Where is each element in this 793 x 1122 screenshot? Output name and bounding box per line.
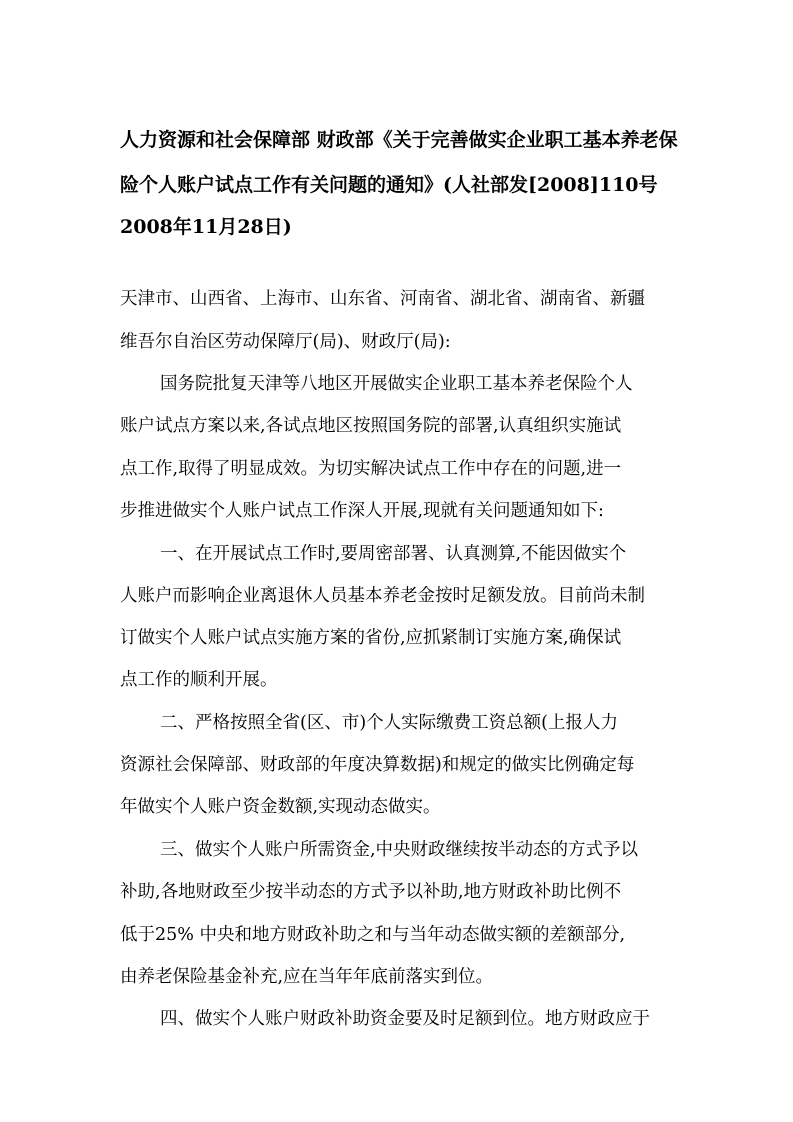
item-1-line: 订做实个人账户试点实施方案的省份,应抓紧制订实施方案,确保试 xyxy=(120,628,622,648)
intro-paragraph-line: 步推进做实个人账户试点工作深人开展,现就有关问题通知如下: xyxy=(120,501,604,521)
addressee-line-2: 维吾尔自治区劳动保障厅(局)、财政厅(局): xyxy=(120,332,451,352)
document-title-line-2: 险个人账户试点工作有关问题的通知》(人社部发[2008]110号 xyxy=(120,174,658,196)
intro-paragraph-line: 点工作,取得了明显成效。为切实解决试点工作中存在的问题,进一 xyxy=(120,459,622,479)
intro-paragraph-line: 国务院批复天津等八地区开展做实企业职工基本养老保险个人 xyxy=(160,374,633,394)
document-title-line-1: 人力资源和社会保障部 财政部《关于完善做实企业职工基本养老保 xyxy=(120,129,678,151)
item-3-line: 由养老保险基金补充,应在当年年底前落实到位。 xyxy=(120,967,494,987)
item-3-line: 低于25% 中央和地方财政补助之和与当年动态做实额的差额部分, xyxy=(120,925,626,945)
item-3-line: 补助,各地财政至少按半动态的方式予以补助,地方财政补助比例不 xyxy=(120,882,622,902)
item-2-line: 二、严格按照全省(区、市)个人实际缴费工资总额(上报人力 xyxy=(160,713,618,733)
item-4-line: 四、做实个人账户财政补助资金要及时足额到位。地方财政应于 xyxy=(160,1009,650,1029)
item-2-line: 资源社会保障部、财政部的年度决算数据)和规定的做实比例确定每 xyxy=(120,755,635,775)
item-1-line: 人账户而影响企业离退休人员基本养老金按时足额发放。目前尚未制 xyxy=(120,586,645,606)
item-3-line: 三、做实个人账户所需资金,中央财政继续按半动态的方式予以 xyxy=(160,840,639,860)
item-1-line: 点工作的顺利开展。 xyxy=(120,670,278,690)
addressee-line-1: 天津市、山西省、上海市、山东省、河南省、湖北省、湖南省、新疆 xyxy=(120,289,645,309)
item-1-line: 一、在开展试点工作时,要周密部署、认真测算,不能因做实个 xyxy=(160,544,627,564)
intro-paragraph-line: 账户试点方案以来,各试点地区按照国务院的部署,认真组织实施试 xyxy=(120,416,622,436)
document-date-line: 2008年11月28日) xyxy=(120,216,292,238)
item-2-line: 年做实个人账户资金数额,实现动态做实。 xyxy=(120,797,441,817)
